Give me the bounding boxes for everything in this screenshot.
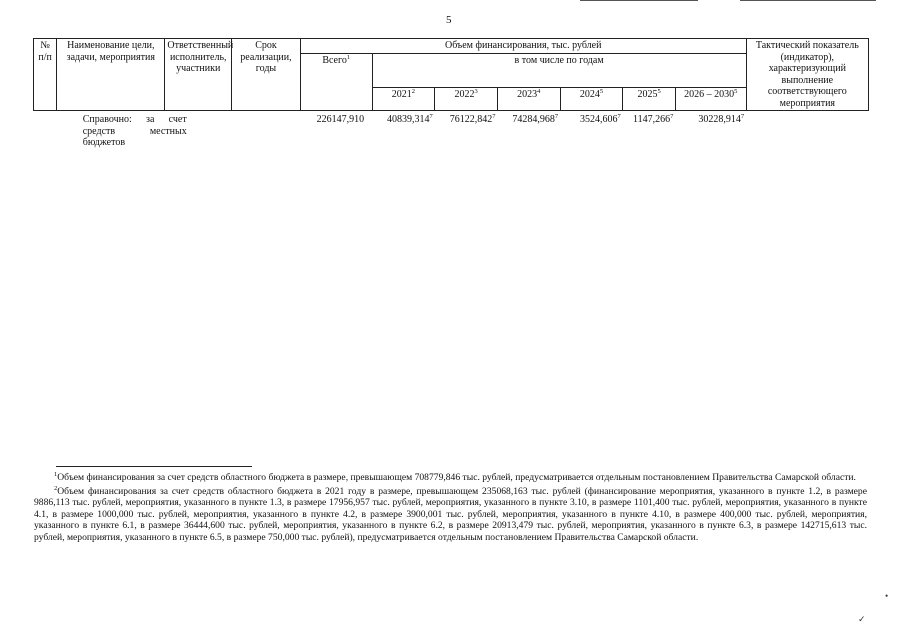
footnotes	[34, 472, 867, 545]
row-num	[34, 111, 57, 149]
footnote: $^1$Объем финансирования за счет средств областного бюджета в размере, превышающем 708779,846 тыс. рублей, предусматривается отдельным постановлением Правительства Самарской области.	[54, 471, 856, 483]
header-responsible: Ответственный исполнитель, участники	[165, 39, 232, 111]
header-term: Срок реализации, годы	[232, 39, 301, 111]
row-value: 76122,842$^7$	[449, 113, 496, 125]
row-indicator	[746, 111, 868, 149]
row-value: 30228,914$^7$	[698, 113, 745, 125]
footnote-separator	[56, 466, 252, 467]
header-year: 2022$^3$	[435, 87, 498, 111]
scan-mark: •	[885, 591, 889, 601]
page-number: 5	[446, 14, 452, 26]
header-name: Наименование цели, задачи, мероприятия	[57, 39, 165, 111]
row-value: 1147,266$^7$	[632, 113, 674, 125]
header-by-years: в том числе по годам	[372, 53, 746, 87]
row-label: Справочно: за счет средств местных бюджетов	[82, 114, 187, 148]
header-year: 2024$^5$	[560, 87, 623, 111]
row-value: 74284,968$^7$	[512, 113, 559, 125]
top-rule-right	[740, 0, 876, 1]
header-indicator: Тактический показатель (индикатор), характеризующий выполнение соответствующего мероприятия	[746, 39, 868, 111]
header-year: 2023$^4$	[497, 87, 560, 111]
header-total: Всего$^1$	[300, 53, 372, 111]
header-year: 2026 – 2030$^5$	[675, 87, 746, 111]
header-financing: Объем финансирования, тыс. рублей	[300, 39, 746, 54]
footnote: $^2$Объем финансирования за счет средств областного бюджета в 2021 году в размере, превышающем 235068,163 тыс. рублей (финансирование мероприятия, указанного в пункте 1.2, в размере 9886,113 тыс. рублей, мероприятия, указанного в пункте 1.3, в размере 17956,957 тыс. рублей, мероприятия, указанного в пункте 3.10, в размере 1101,400 тыс. рублей, мероприятия, указанного в пункте 4.1, в размере 1000,000 тыс. рублей, мероприятия, указанного в пункте 4.2, в размере 3900,001 тыс. рублей, мероприятия, указанного в пункте 4.10, в размере 400,000 тыс. рублей, мероприятия, указанного в пункте 6.1, в размере 36444,600 тыс. рублей, мероприятия, указанного в пункте 6.2, в размере 20913,479 тыс. рублей, мероприятия, указанного в пункте 6.3, в размере 142715,613 тыс. рублей, мероприятия, указанного в пункте 6.5, в размере 750,000 тыс. рублей), предусматривается отдельным постановлением Правительства Самарской области.	[34, 484, 867, 543]
scan-mark: ✓	[858, 614, 866, 624]
top-rule-left	[580, 0, 698, 1]
header-num: № п/п	[34, 39, 57, 111]
header-year: 2021$^2$	[372, 87, 435, 111]
row-value: 40839,314$^7$	[387, 113, 433, 125]
header-year: 2025$^5$	[623, 87, 676, 111]
financing-table	[33, 38, 869, 149]
row-term	[232, 111, 301, 149]
row-value: 3524,606$^7$	[580, 113, 621, 125]
table-row	[34, 111, 869, 149]
row-total: 226147,910	[316, 114, 365, 125]
